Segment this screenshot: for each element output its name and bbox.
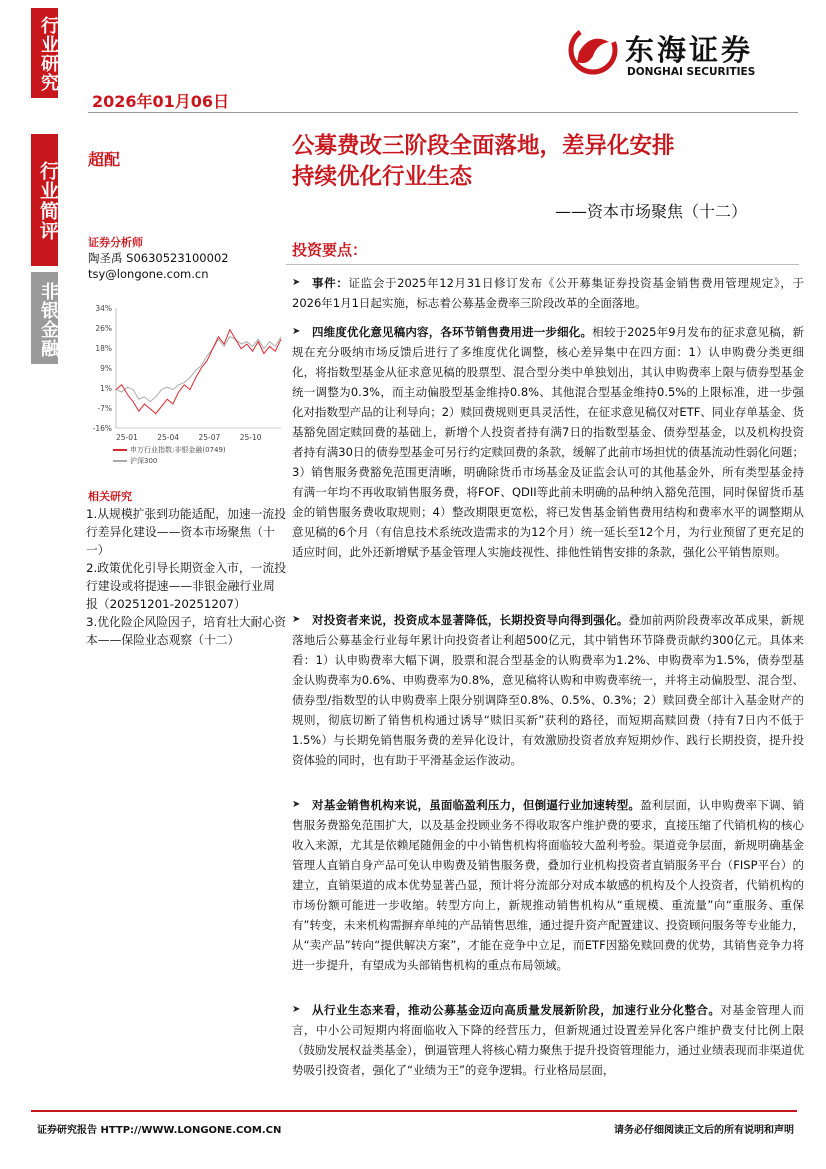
related-item[interactable]: 3.优化险企风险因子，培育壮大耐心资本——保险业态观察（十二） [86,615,287,647]
x-tick-label: 25-10 [239,433,262,442]
related-item[interactable]: 2.政策优化引导长期资金入市，一流投行建设或将提速——非银金融行业周报（20251201-20251207） [86,561,287,611]
para-event [292,273,804,313]
para-lead: 事件： [312,276,349,290]
related-heading: 相关研究 [88,490,132,503]
para-lead: 从行业生态来看，推动公募基金迈向高质量发展新阶段，加速行业分化整合。 [312,1003,721,1017]
y-tick-label: 18% [95,344,112,353]
page-title [292,131,792,193]
rating: 超配 [88,150,121,169]
logo-cn: 东海证券 [625,33,754,67]
para-sales-agencies [292,795,804,975]
y-tick-label: 9% [100,364,112,373]
footer-divider [31,1110,797,1112]
y-tick-label: 1% [100,384,112,393]
series-line-hs300 [116,337,281,402]
bullet-icon: ➤ [292,277,301,288]
header-underline [88,112,798,113]
para-investors [292,610,804,770]
related-item[interactable]: 1.从规模扩张到功能适配，加速一流投行差异化建设——资本市场聚焦（十一） [86,507,287,557]
y-tick-label: 26% [95,324,112,333]
para-text: 叠加前两阶段费率改革成果，新规落地后公募基金行业每年累计向投资者让利超500亿元，其中销售环节降费贡献约300亿元。具体来看：1）认申购费率大幅下调，股票和混合型基金的认购费率为1.2%、申购费率为1.5%，债券型基金认购费率为0.6%、申购费率为0.8%，意见稿将认购和申购费率统一，并将主动偏股型、混合型、债券型/指数型的认申购费率上限分别调降至0.8%、0.5%、0.3%；2）赎回费全部计入基金财产的规则，彻底切断了销售机构通过诱导“赎旧买新”获利的路径，而短期高赎回费（持有7日内不低于1.5%）与长期免销售服务费的差异化设计，有效激励投资者放弃短期炒作、践行长期投资，提升投资体验的同时，也有助于平滑基金运作波动。 [292,613,805,767]
para-lead: 对投资者来说，投资成本显著降低，长期投资导向得到强化。 [312,613,629,627]
title-line1: 公募费改三阶段全面落地，差异化安排 [292,133,675,159]
legend-sw-index [113,445,226,455]
bullet-icon: ➤ [292,1004,301,1015]
keypoints-heading: 投资要点： [292,241,368,259]
tab-industry-research: 行业研究 [38,16,59,92]
performance-chart [86,300,286,460]
y-tick-label: -16% [92,424,112,433]
legend-label-hs300: 沪深300 [130,457,158,465]
legend-line-red [113,449,127,451]
tab-industry-brief: 行业简评 [37,161,59,241]
keypoints-divider [286,264,799,265]
related-list [86,505,286,649]
para-text: 相较于2025年9月发布的征求意见稿，新规在充分吸纳市场反馈后进行了多维度优化调整，核心差异集中在四方面：1）认申购费分类更细化，将指数型基金从征求意见稿的股票型、混合型分类中单独划出，其认申购费率上限与债券型基金统一调整为0.3%，而主动偏股型基金维持0.8%、其他混合型基金维持0.5%的上限标准，进一步强化对指数型产品的让利导向；2）赎回费规则更具灵活性，在征求意见稿仅对ETF、同业存单基金、货基豁免固定赎回费的基础上，新增个人投资者持有满7日的指数型基金、债券型基金，以及机构投资者持有满30日的债券型基金可另行约定赎回费的条款，缓解了此前市场担忧的债基流动性弱化问题；3）销售服务费豁免范围更清晰，明确除货币市场基金及证监会认可的其他基金外，所有类型基金持有满一年均不再收取销售服务费，将FOF、QDII等此前未明确的品种纳入豁免范围，同时保留货币基金的销售服务费收取规则；4）整改期限更宽松，将已发售基金销售费用结构和费率水平的调整期从意见稿的6个月（有信息技术系统改造需求的为12个月）统一延长至12个月，为行业预留了更充足的适应时间，此外还新增赋予基金管理人实施歧视性、排他性销售安排的条款，强化公平销售原则。 [292,325,805,559]
y-tick-label: 34% [95,304,112,313]
logo-en: DONGHAI SECURITIES [627,66,756,78]
x-tick-label: 25-04 [157,433,180,442]
analyst-email: tsy@longone.com.cn [88,267,209,281]
title-line2: 持续优化行业生态 [292,164,473,190]
para-text: 证监会于2025年12月31日修订发布《公开募集证券投资基金销售费用管理规定》，于2026年1月1日起实施，标志着公募基金费率三阶段改革的全面落地。 [292,276,805,310]
bullet-icon: ➤ [292,326,301,337]
para-text: 盈利层面，认申购费率下调、销售服务费豁免范围扩大，以及基金投顾业务不得收取客户维护费的要求，直接压缩了代销机构的核心收入来源，尤其是依赖尾随佣金的中小销售机构将面临较大盈利考验。渠道竞争层面，新规明确基金管理人直销自身产品可免认申购费及销售服务费，叠加行业机构投资者直销服务平台（FISP平台）的建立，直销渠道的成本优势显著凸显，预计将分流部分对成本敏感的机构及个人投资者，代销机构的市场份额可能进一步收缩。转型方向上，新规推动销售机构从“重规模、重流量”向“重服务、重保有”转变，未来机构需摒弃单纯的产品销售思维，通过提升资产配置建议、投资顾问服务等专业能力，从“卖产品”转向“提供解决方案”，才能在竞争中立足，而ETF因豁免赎回费的优势，其销售竞争力将进一步提升，有望成为头部销售机构的重点布局领域。 [292,798,805,972]
legend-hs300 [113,456,157,466]
subtitle: ——资本市场聚焦（十二） [555,202,748,221]
donghai-logo-icon [565,22,623,78]
y-tick-label: -7% [97,404,112,413]
x-tick-label: 25-07 [198,433,221,442]
report-date: 2026年01月06日 [92,92,230,111]
footer-left: 证券研究报告 HTTP://WWW.LONGONE.COM.CN [37,1125,282,1136]
tab-non-bank-finance: 非银金融 [38,282,59,358]
analyst-name: 陶圣禹 S0630523100002 [88,251,229,265]
bullet-icon: ➤ [292,614,301,625]
x-tick-label: 25-01 [116,433,138,442]
legend-line-gray [113,460,127,462]
analyst-heading: 证券分析师 [88,236,143,249]
para-lead: 对基金销售机构来说，虽面临盈利压力，但倒逼行业加速转型。 [312,798,641,812]
para-industry-ecology [292,1000,804,1080]
legend-label-sw: 申万行业指数:非银金融(0749) [130,446,226,454]
para-lead: 四维度优化意见稿内容，各环节销售费用进一步细化。 [312,325,593,339]
bullet-icon: ➤ [292,799,301,810]
para-four-dimensions [292,322,804,562]
footer-right: 请务必仔细阅读正文后的所有说明和声明 [614,1125,794,1136]
para-text: 对基金管理人而言，中小公司短期内将面临收入下降的经营压力，但新规通过设置差异化客户维护费支付比例上限（鼓励发展权益类基金），倒逼管理人将核心精力聚焦于提升投资管理能力，通过业绩表现而非渠道优势吸引投资者，强化了“业绩为王”的竞争逻辑。行业格局层面， [292,1003,804,1077]
